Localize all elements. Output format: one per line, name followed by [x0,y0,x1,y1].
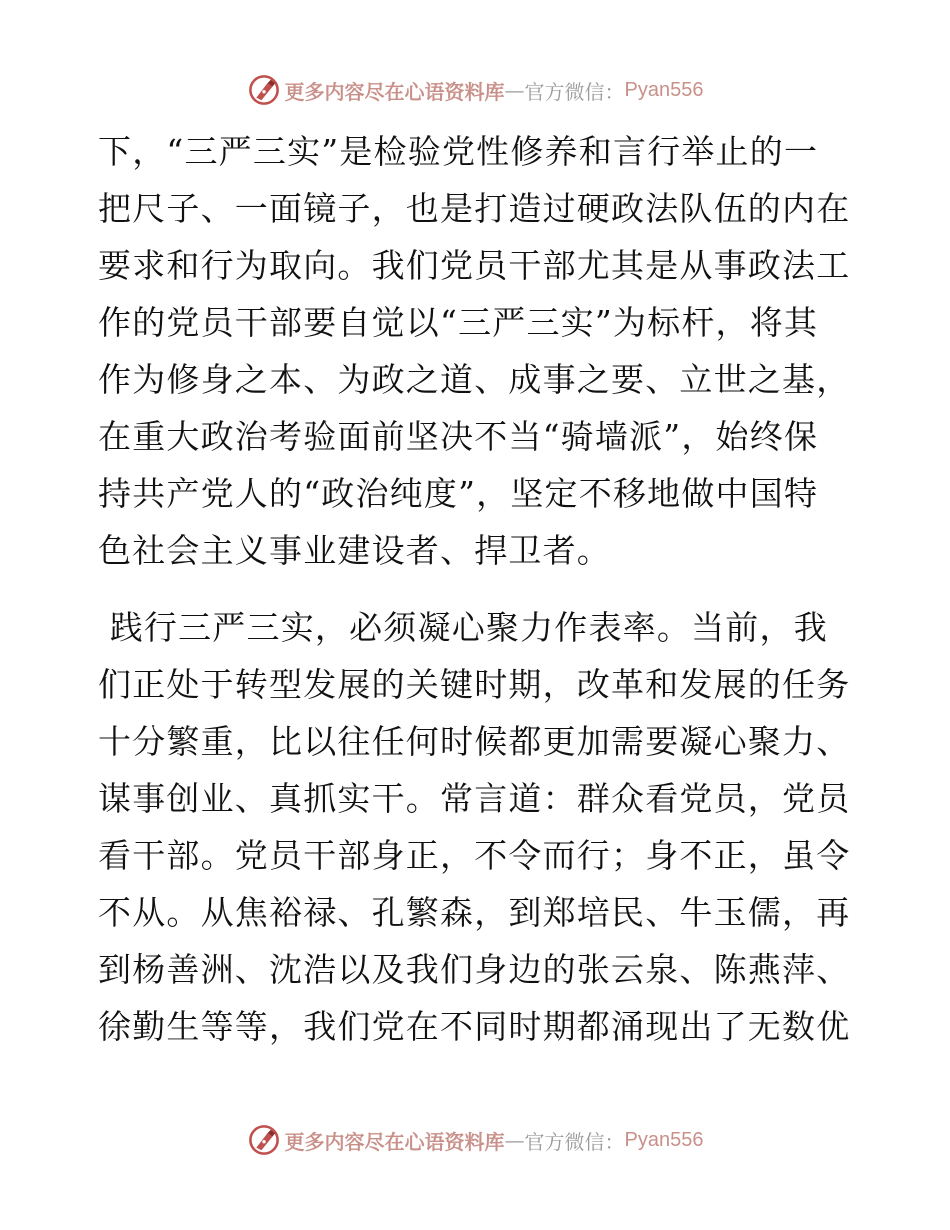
text-line: 践行三严三实，必须凝心聚力作表率。当前，我 [98,608,828,647]
watermark-separator: — [504,1128,525,1152]
footer-watermark [0,1120,950,1160]
watermark-account: Pyan556 [624,1128,704,1151]
watermark-label: 官方微信： [524,79,625,104]
text-line: 在重大政治考验面前坚决不当“骑墙派”，始终保 [98,417,819,456]
text-line: 十分繁重，比以往任何时候都更加需要凝心聚力、 [98,722,851,761]
text-line: 把尺子、一面镜子，也是打造过硬政法队伍的内在 [98,189,851,228]
text-line: 到杨善洲、沈浩以及我们身边的张云泉、陈燕萍、 [98,950,851,989]
text-line: 持共产党人的“政治纯度”，坚定不移地做中国特 [98,474,819,513]
pen-nib-logo-icon [247,1123,281,1157]
text-line: 徐勤生等等，我们党在不同时期都涌现出了无数优 [98,1007,851,1046]
watermark-site-text: 更多内容尽在心语资料库 [284,1129,505,1154]
text-line: 色社会主义事业建设者、捍卫者。 [98,531,611,570]
watermark-label: 官方微信： [524,1129,625,1154]
text-line: 作为修身之本、为政之道、成事之要、立世之基， [98,360,851,399]
text-line: 不从。从焦裕禄、孔繁森，到郑培民、牛玉儒，再 [98,893,851,932]
paragraph [98,599,858,1055]
paragraph-gap [98,579,858,599]
paragraph [98,123,858,579]
document-body [98,123,858,1055]
text-line: 看干部。党员干部身正，不令而行；身不正，虽令 [98,836,851,875]
text-line: 要求和行为取向。我们党员干部尤其是从事政法工 [98,246,851,285]
watermark-site-text: 更多内容尽在心语资料库 [284,79,505,104]
text-line: 们正处于转型发展的关键时期，改革和发展的任务 [98,665,851,704]
pen-nib-logo-icon [247,73,281,107]
watermark-account: Pyan556 [624,78,704,101]
header-watermark [0,70,950,110]
watermark-separator: — [504,78,525,102]
text-line: 下，“三严三实”是检验党性修养和言行举止的一 [98,132,819,171]
text-line: 谋事创业、真抓实干。常言道：群众看党员，党员 [98,779,851,818]
text-line: 作的党员干部要自觉以“三严三实”为标杆，将其 [98,303,819,342]
